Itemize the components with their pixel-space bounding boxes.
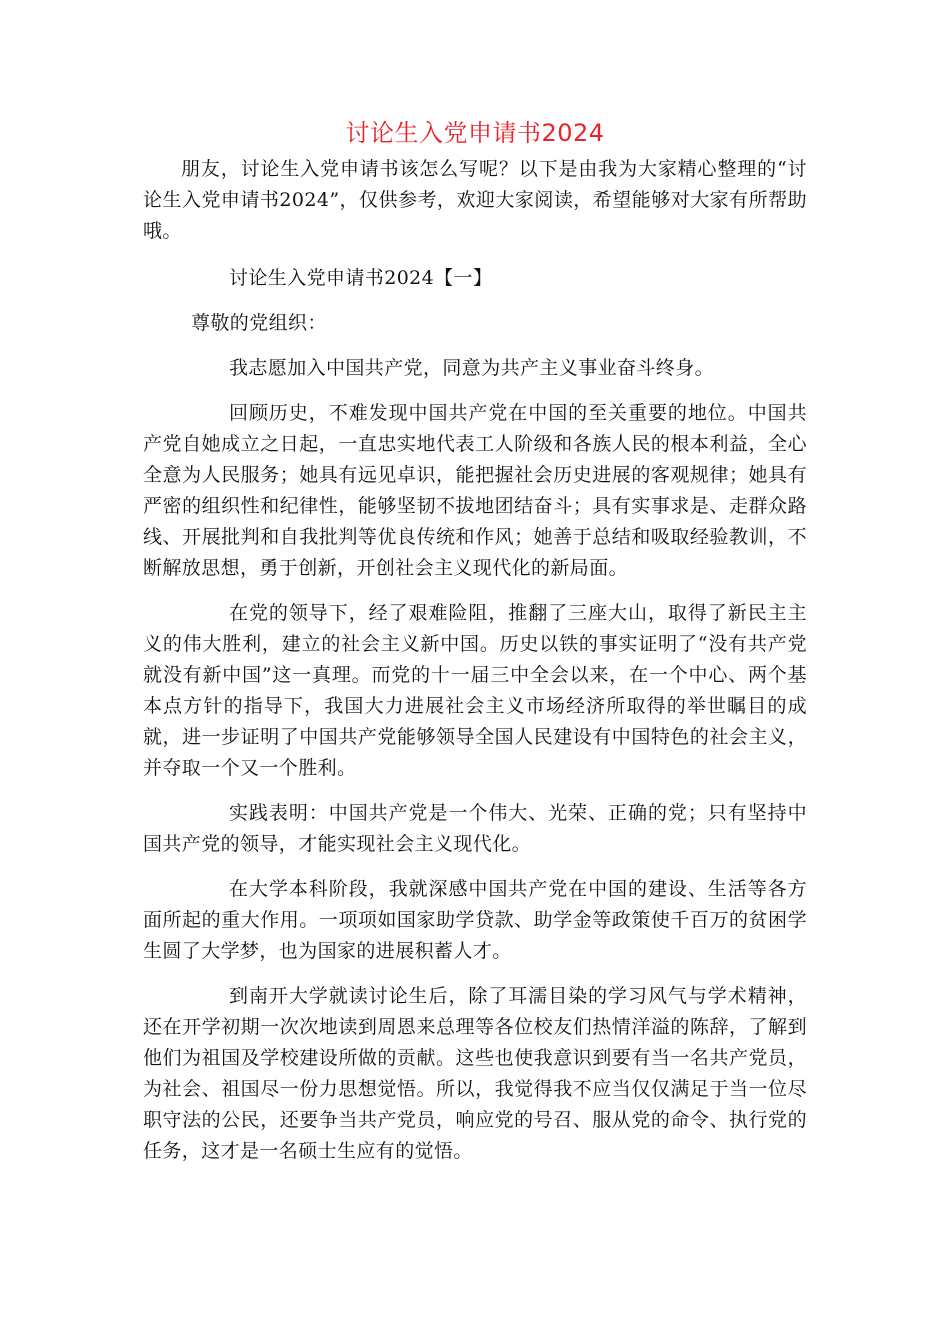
body-paragraph: 我志愿加入中国共产党，同意为共产主义事业奋斗终身。: [229, 357, 715, 379]
body-paragraph: 实践表明：中国共产党是一个伟大、光荣、正确的党；只有坚持中国共产党的领导，才能实现社会主义现代化。: [143, 802, 807, 855]
salutation: 尊敬的党组织：: [191, 312, 327, 334]
document-body: [143, 154, 807, 1181]
body-paragraph: 在党的领导下，经了艰难险阻，推翻了三座大山，取得了新民主主义的伟大胜利，建立的社会主义新中国。历史以铁的事实证明了“没有共产党就没有新中国”这一真理。而党的十一届三中全会以来，在一个中心、两个基本点方针的指导下，我国大力进展社会主义市场经济所取得的举世瞩目的成就，进一步证明了中国共产党能够领导全国人民建设有中国特色的社会主义，并夺取一个又一个胜利。: [143, 602, 807, 779]
document-title: 讨论生入党申请书2024: [345, 119, 605, 147]
body-paragraph: 到南开大学就读讨论生后，除了耳濡目染的学习风气与学术精神，还在开学初期一次次地读到周恩来总理等各位校友们热情洋溢的陈辞，了解到他们为祖国及学校建设所做的贡献。这些也使我意识到要有当一名共产党员，为社会、祖国尽一份力思想觉悟。所以，我觉得我不应当仅仅满足于当一位尽职守法的公民，还要争当共产党员，响应党的号召、服从党的命令、执行党的任务，这才是一名硕士生应有的觉悟。: [143, 985, 807, 1162]
body-paragraph: 回顾历史，不难发现中国共产党在中国的至关重要的地位。中国共产党自她成立之日起，一直忠实地代表工人阶级和各族人民的根本利益，全心全意为人民服务；她具有远见卓识，能把握社会历史进展的客观规律；她具有严密的组织性和纪律性，能够坚韧不拔地团结奋斗；具有实事求是、走群众路线、开展批判和自我批判等优良传统和作风；她善于总结和吸取经验教训，不断解放思想，勇于创新，开创社会主义现代化的新局面。: [143, 402, 807, 579]
body-paragraph: 在大学本科阶段，我就深感中国共产党在中国的建设、生活等各方面所起的重大作用。一项项如国家助学贷款、助学金等政策使千百万的贫困学生圆了大学梦，也为国家的进展积蓄人才。: [143, 878, 807, 962]
intro-paragraph: 朋友，讨论生入党申请书该怎么写呢？以下是由我为大家精心整理的“讨论生入党申请书2024”，仅供参考，欢迎大家阅读，希望能够对大家有所帮助哦。: [143, 158, 807, 242]
section-title: 讨论生入党申请书2024【一】: [229, 267, 493, 289]
